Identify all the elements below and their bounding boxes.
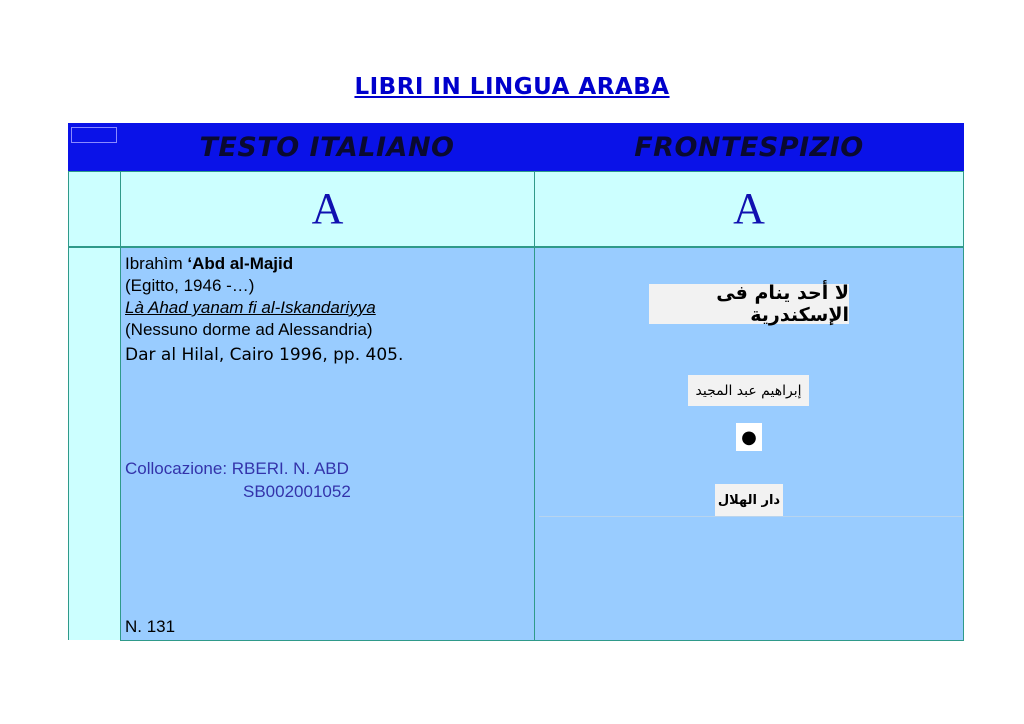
collocation-label: Collocazione: RBERI. N. ABD [125, 459, 349, 478]
frontispiece-publisher-image: دار الهلال [715, 484, 783, 516]
author-dates: (Egitto, 1946 -…) [125, 276, 255, 295]
content-row-stub [68, 247, 121, 640]
author-name: ‘Abd al-Majid [187, 254, 294, 273]
author-line [125, 254, 293, 274]
author-prefix: Ibrahìm [125, 254, 188, 273]
frontispiece-author-image: إبراهيم عبد المجيد [688, 375, 809, 406]
letter-left: A [120, 171, 535, 247]
frontispiece-inner-divider [539, 516, 963, 517]
book-title-translation: (Nessuno dorme ad Alessandria) [125, 320, 373, 339]
book-title-transliterated: Là Ahad yanam fi al-Iskandariyya [125, 298, 376, 317]
letter-row-stub [68, 171, 121, 247]
publisher-info: Dar al Hilal, Cairo 1996, pp. 405. [125, 345, 404, 365]
page-title: LIBRI IN LINGUA ARABA [354, 74, 670, 100]
header-stub-box [71, 127, 117, 143]
frontispiece-bullet-image: ● [736, 423, 762, 451]
collocation-code: SB002001052 [243, 482, 351, 501]
frontispiece-title-image: لا أحد ينام فى الإسكندرية [649, 284, 849, 324]
header-testo-italiano: TESTO ITALIANO [120, 123, 534, 171]
entry-number: N. 131 [125, 617, 176, 636]
book-description-cell [120, 247, 535, 641]
letter-right: A [534, 171, 964, 247]
header-left-stub [68, 123, 120, 171]
header-frontespizio: FRONTESPIZIO [534, 123, 964, 171]
